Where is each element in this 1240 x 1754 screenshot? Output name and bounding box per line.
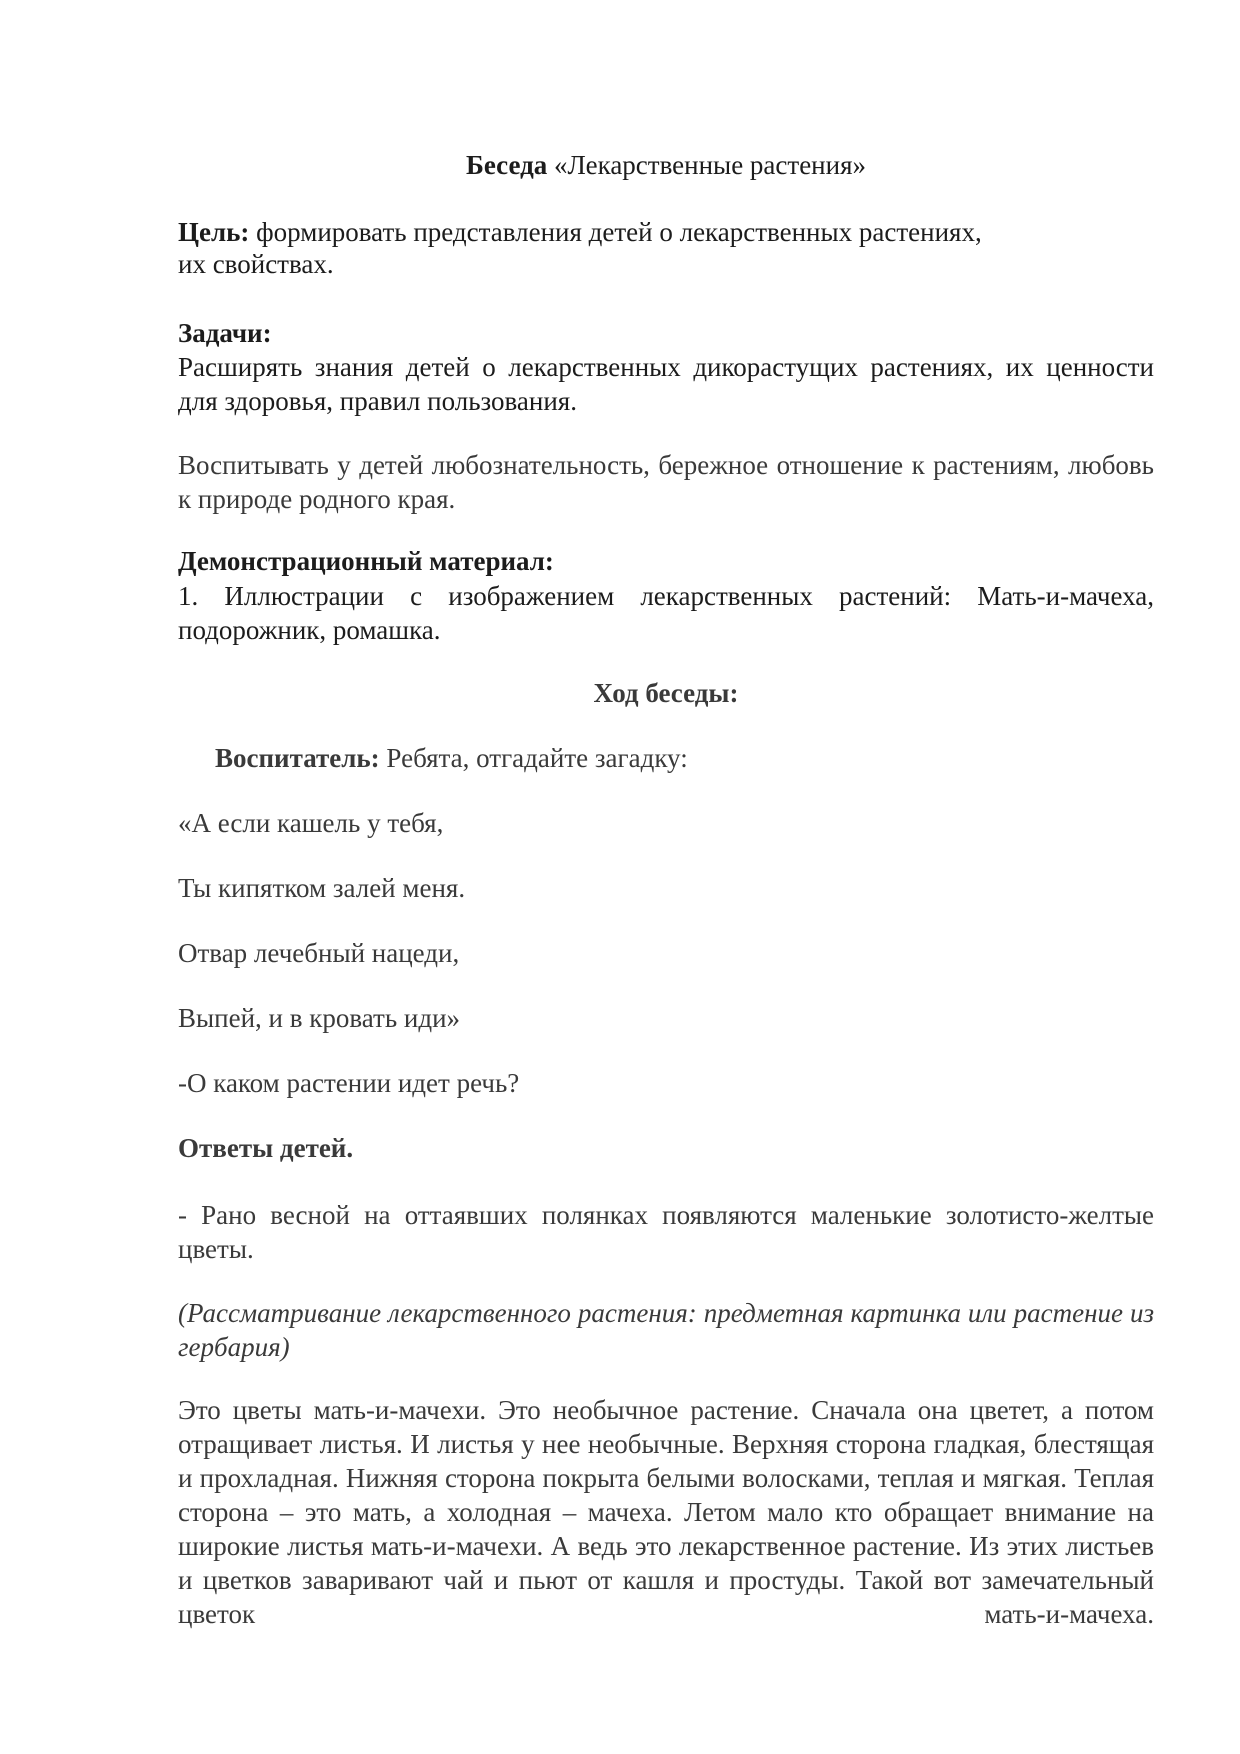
- riddle-line-2: Ты кипятком залей меня.: [178, 873, 466, 903]
- page-title: [178, 150, 1154, 182]
- materials-item-1: 1. Иллюстрации с изображением лекарственных растений: Мать-и-мачеха, подорожник, ромашка.: [178, 581, 1154, 645]
- teacher-label: Воспитатель:: [215, 743, 380, 773]
- observation-paragraph: (Рассматривание лекарственного растения: предметная картинка или растение из гербария): [178, 1298, 1154, 1362]
- tasks-item-2: Воспитывать у детей любознательность, бережное отношение к растениям, любовь к природе родного края.: [178, 450, 1154, 514]
- teacher-text: Ребята, отгадайте загадку:: [379, 743, 688, 773]
- materials-label: Демонстрационный материал:: [178, 546, 554, 576]
- progress-heading: Ход беседы:: [593, 678, 739, 708]
- description-paragraph: Это цветы мать-и-мачехи. Это необычное растение. Сначала она цветет, а потом отращивает листья. И листья у нее необычные. Верхняя сторона гладкая, блестящая и прохладная. Нижняя сторона покрыта белыми волосками, теплая и мягкая. Теплая сторона – это мать, а холодная – мачеха. Летом мало кто обращает внимание на широкие листья мать-и-мачехи. А ведь это лекарственное растение. Из этих листьев и цветков заваривают чай и пьют от кашля и простуды. Такой вот замечательный цветок мать-и-мачеха.: [178, 1395, 1154, 1629]
- spring-paragraph: - Рано весной на оттаявших полянках появляются маленькие золотисто-желтые цветы.: [178, 1200, 1154, 1264]
- teacher-line: [178, 743, 1154, 775]
- title-bold: Беседа: [465, 150, 548, 180]
- riddle-line-4: Выпей, и в кровать иди»: [178, 1003, 461, 1033]
- tasks-item-1: Расширять знания детей о лекарственных дикорастущих растениях, их ценности для здоровья, правил пользования.: [178, 352, 1154, 416]
- goal-text-line1: формировать представления детей о лекарственных растениях,: [249, 217, 982, 247]
- riddle-line-1: «А если кашель у тебя,: [178, 808, 444, 838]
- question-line: -О каком растении идет речь?: [178, 1068, 520, 1098]
- tasks-label: Задачи:: [178, 318, 272, 348]
- riddle-line-3: Отвар лечебный нацеди,: [178, 938, 460, 968]
- goal-label: Цель:: [178, 217, 250, 247]
- answers-label: Ответы детей.: [178, 1133, 354, 1163]
- goal-paragraph: [178, 217, 1154, 281]
- goal-text-line2: их свойствах.: [178, 248, 334, 279]
- title-rest: «Лекарственные растения»: [547, 150, 867, 180]
